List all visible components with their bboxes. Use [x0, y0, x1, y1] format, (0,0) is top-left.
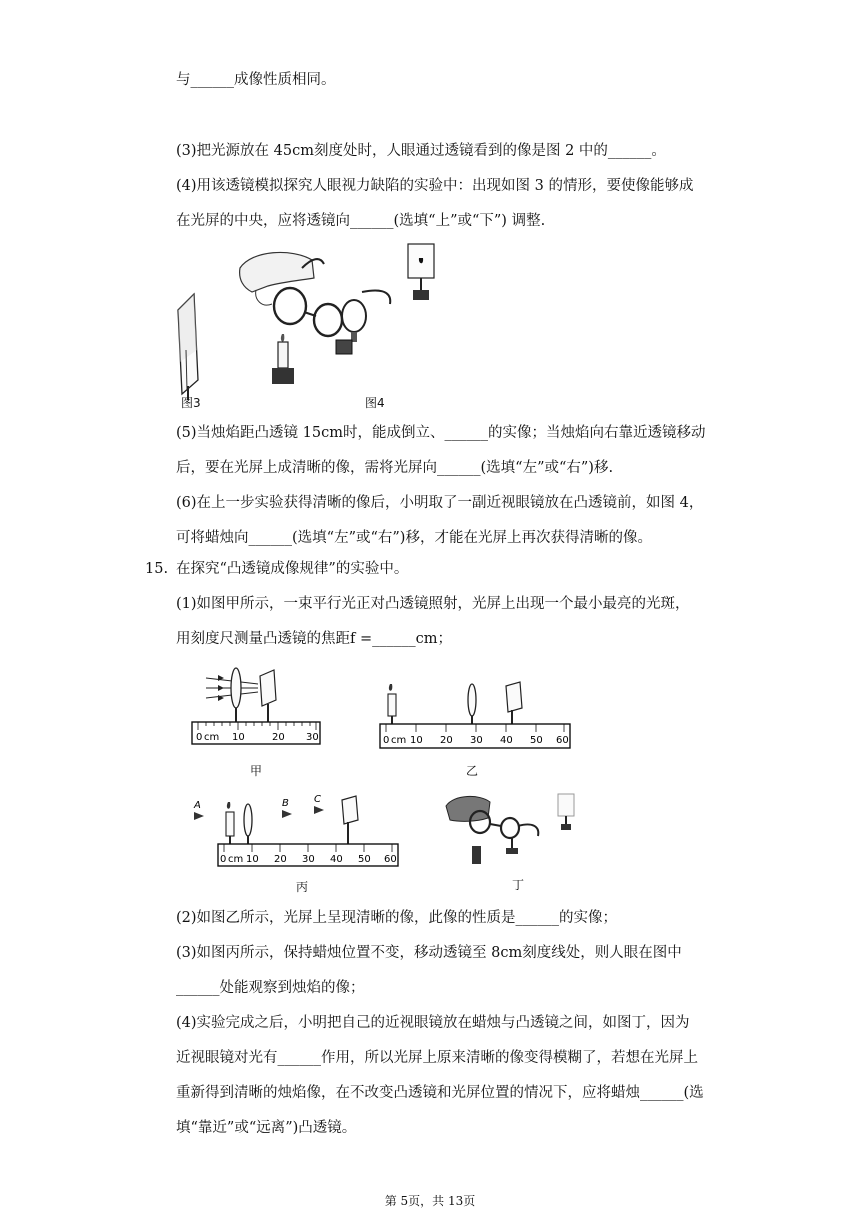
page-footer: 第 5页，共 13页: [384, 1194, 476, 1208]
ruler-label: 30: [470, 735, 483, 746]
screen-illustration: [170, 290, 230, 410]
parallel-light-ruler-illustration: [188, 660, 328, 750]
figure-4-caption: 图4: [365, 396, 385, 410]
text-line: 重新得到清晰的烛焰像，在不改变凸透镜和光屏位置的情况下，应将蜡烛______(选: [176, 1085, 704, 1101]
ruler-label: 20: [272, 732, 285, 743]
ruler-unit: cm: [204, 732, 220, 743]
figure-jia: [188, 660, 328, 750]
myopia-glasses-illustration: [440, 788, 582, 872]
ruler-label: 20: [274, 854, 287, 865]
ruler-unit: cm: [228, 854, 244, 865]
figure-yi-caption: 乙: [466, 764, 479, 778]
text-line: 后，要在光屏上成清晰的像，需将光屏向______(选填“左”或“右”)移.: [176, 460, 614, 476]
figure-ding-caption: 丁: [512, 878, 525, 892]
text-line: ______处能观察到烛焰的像；: [176, 980, 365, 996]
text-line: (4)实验完成之后，小明把自己的近视眼镜放在蜡烛与凸透镜之间，如图丁，因为: [176, 1015, 690, 1031]
ruler-label: 60: [384, 854, 397, 865]
ruler-label: 0: [383, 735, 390, 746]
figure-ding: [440, 788, 582, 872]
ruler-label: 40: [500, 735, 513, 746]
figure-bing: [190, 790, 402, 872]
text-line: 在探究“凸透镜成像规律”的实验中。: [176, 561, 409, 577]
figure-jia-caption: 甲: [250, 764, 263, 778]
ruler-label: 0: [196, 732, 203, 743]
text-line: (1)如图甲所示，一束平行光正对凸透镜照射，光屏上出现一个最小最亮的光斑，: [176, 596, 690, 612]
figure-3: [170, 290, 230, 410]
text-line: 可将蜡烛向______(选填“左”或“右”)移，才能在光屏上再次获得清晰的像。: [176, 530, 652, 546]
ruler-label: 10: [410, 735, 423, 746]
question-number: 15.: [145, 561, 169, 577]
figure-bing-caption: 丙: [296, 880, 309, 894]
ruler-label: 10: [232, 732, 245, 743]
ruler-label: 30: [302, 854, 315, 865]
text-line: (3)把光源放在 45cm刻度处时，人眼通过透镜看到的像是图 2 中的______。: [176, 143, 666, 159]
text-line: (3)如图丙所示，保持蜡烛位置不变，移动透镜至 8cm刻度线处，则人眼在图中: [176, 945, 682, 961]
ruler-label: 0: [220, 854, 227, 865]
ruler-label: 20: [440, 735, 453, 746]
ruler-label: 50: [358, 854, 371, 865]
text-line: (5)当烛焰距凸透镜 15cm时，能成倒立、______的实像；当烛焰向右靠近透镜移动: [176, 425, 706, 441]
point-label-c: C: [314, 794, 321, 805]
ruler-label: 50: [530, 735, 543, 746]
text-line: 在光屏的中央，应将透镜向______(选填“上”或“下”) 调整.: [176, 213, 546, 229]
text-line: (4)用该透镜模拟探究人眼视力缺陷的实验中：出现如图 3 的情形，要使像能够成: [176, 178, 694, 194]
ruler-label: 40: [330, 854, 343, 865]
text-line: 用刻度尺测量凸透镜的焦距f =______cm；: [176, 631, 452, 647]
candle-lens-screen-ruler-illustration: [376, 676, 576, 752]
glasses-experiment-illustration: [232, 238, 452, 398]
text-line: (2)如图乙所示，光屏上呈现清晰的像，此像的性质是______的实像；: [176, 910, 618, 926]
figure-4: [232, 238, 452, 398]
point-label-a: A: [194, 800, 201, 811]
ruler-label: 60: [556, 735, 569, 746]
text-line: 与______成像性质相同。: [176, 72, 336, 88]
ruler-label: 30: [306, 732, 319, 743]
figure-yi: [376, 676, 576, 752]
ruler-label: 10: [246, 854, 259, 865]
text-line: 填“靠近”或“远离”)凸透镜。: [176, 1120, 357, 1136]
ruler-unit: cm: [391, 735, 407, 746]
figure-3-caption: 图3: [181, 396, 201, 410]
text-line: (6)在上一步实验获得清晰的像后，小明取了一副近视眼镜放在凸透镜前，如图 4，: [176, 495, 704, 511]
text-line: 近视眼镜对光有______作用，所以光屏上原来清晰的像变得模糊了，若想在光屏上: [176, 1050, 698, 1066]
lens-observation-ruler-illustration: [190, 790, 402, 872]
point-label-b: B: [282, 798, 289, 809]
